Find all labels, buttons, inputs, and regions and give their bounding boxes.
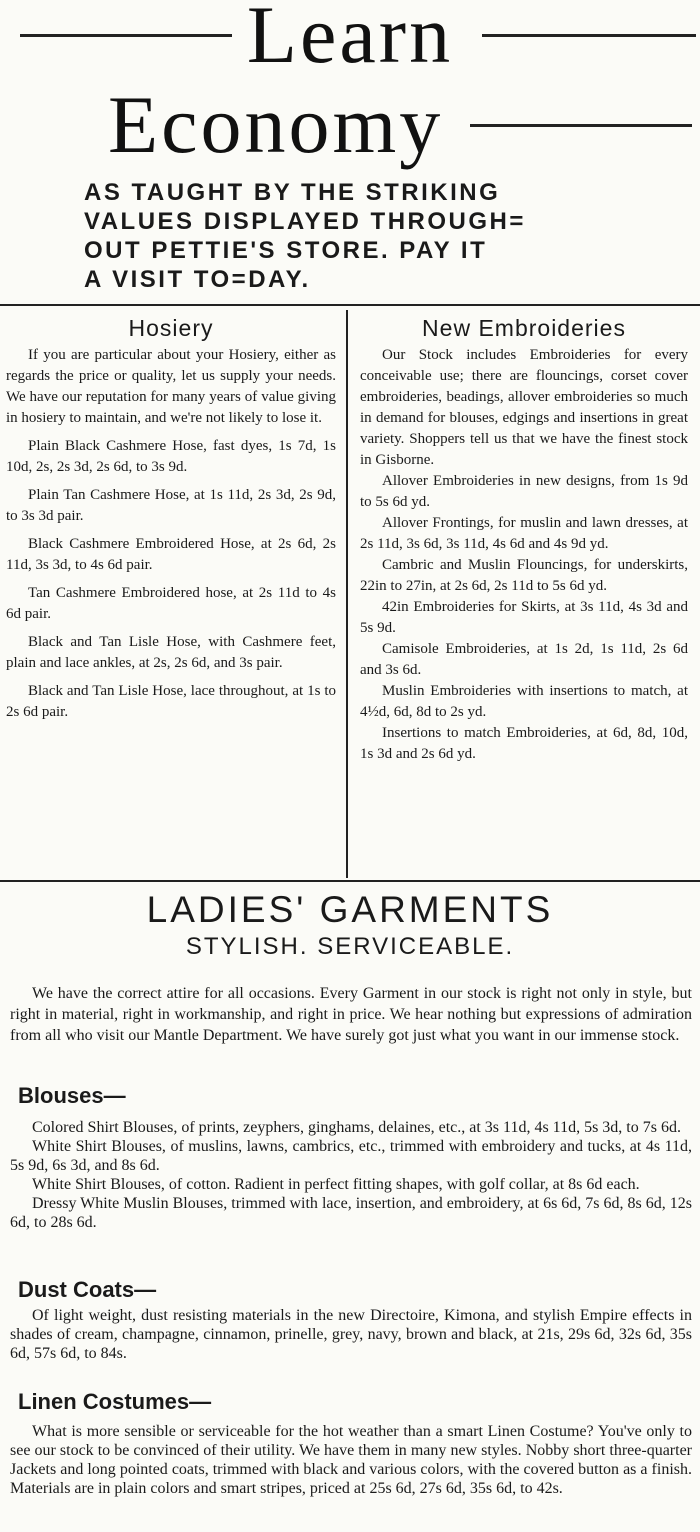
section-divider-bottom	[0, 880, 700, 882]
linen-heading: Linen Costumes—	[18, 1389, 212, 1414]
dust-coats-heading: Dust Coats—	[18, 1277, 157, 1302]
blouses-heading: Blouses—	[18, 1083, 126, 1108]
hosiery-item: Tan Cashmere Embroidered hose, at 2s 11d to 4s 6d pair.	[6, 585, 336, 622]
garments-title: LADIES' GARMENTS	[146, 889, 554, 930]
title-economy: Economy	[108, 79, 444, 170]
embroideries-item: Allover Embroideries in new designs, from 1s 9d to 5s 6d yd.	[360, 473, 688, 510]
linen-text-block	[10, 1422, 692, 1498]
embroideries-item: 42in Embroideries for Skirts, at 3s 11d, 4s 3d and 5s 9d.	[360, 599, 688, 636]
hosiery-item: Plain Tan Cashmere Hose, at 1s 11d, 2s 3d, 2s 9d, to 3s 3d pair.	[6, 487, 336, 524]
column-divider	[346, 310, 348, 878]
hosiery-item: Plain Black Cashmere Hose, fast dyes, 1s 7d, 1s 10d, 2s, 2s 3d, 2s 6d, to 3s 9d.	[6, 438, 336, 475]
blouses-list	[10, 1118, 692, 1232]
garments-intro: We have the correct attire for all occasions. Every Garment in our stock is right not only in style, but right in material, right in workmanship, and right in price. We hear nothing but expressions of admiration from all who visit our Mantle Department. We have surely got just what you want in our immense stock.	[10, 985, 692, 1044]
embroideries-item: Cambric and Muslin Flouncings, for underskirts, 22in to 27in, at 2s 6d, 2s 11d to 5s 6d yd.	[360, 557, 688, 594]
blouses-item: White Shirt Blouses, of cotton. Radient in perfect fitting shapes, with golf collar, at 8s 6d each.	[32, 1176, 640, 1193]
embroideries-item: Insertions to match Embroideries, at 6d, 8d, 10d, 1s 3d and 2s 6d yd.	[360, 725, 688, 762]
title-learn: Learn	[246, 0, 454, 80]
embroideries-heading: New Embroideries	[422, 315, 626, 341]
embroideries-item: Camisole Embroideries, at 1s 2d, 1s 11d, 2s 6d and 3s 6d.	[360, 641, 688, 678]
embroideries-item: Allover Frontings, for muslin and lawn dresses, at 2s 11d, 3s 6d, 3s 11d, 4s 6d and 4s 9d yd.	[360, 515, 688, 552]
dust-coats-text-block	[10, 1306, 692, 1363]
title-rule-economy	[470, 124, 692, 127]
hosiery-item: Black and Tan Lisle Hose, with Cashmere feet, plain and lace ankles, at 2s, 2s 6d, and 3s pair.	[6, 634, 336, 671]
garments-subtitle: STYLISH. SERVICEABLE.	[185, 933, 515, 960]
hosiery-item: Black Cashmere Embroidered Hose, at 2s 6d, 2s 11d, 3s 3d, to 4s 6d pair.	[6, 536, 336, 573]
dust-coats-text: Of light weight, dust resisting materials in the new Directoire, Kimona, and stylish Empire effects in shades of cream, champagne, cinnamon, prinelle, grey, navy, brown and black, at 21s, 29s 6d, 32s 6d, 35s 6d, 57s 6d, to 84s.	[10, 1307, 692, 1362]
hosiery-intro: If you are particular about your Hosiery, either as regards the price or quality, let us supply your needs. We have our reputation for many years of value giving in hosiery to maintain, and we're not likely to lose it.	[6, 347, 336, 426]
blouses-item: White Shirt Blouses, of muslins, lawns, cambrics, etc., trimmed with embroidery and tucks, at 4s 11d, 5s 9d, 6s 3d, and 8s 6d.	[10, 1138, 692, 1174]
linen-text: What is more sensible or serviceable for the hot weather than a smart Linen Costume? You've only to see our stock to be convinced of their utility. We have them in many new styles. Nobby short three-quarter Jackets and long pointed coats, trimmed with black and various colors, with the covered button as a finish. Materials are in plain colors and smart stripes, priced at 25s 6d, 27s 6d, 35s 6d, to 42s.	[10, 1423, 692, 1497]
hosiery-heading: Hosiery	[128, 315, 214, 341]
embroideries-column	[360, 315, 688, 765]
hosiery-column	[6, 315, 336, 730]
hosiery-item: Black and Tan Lisle Hose, lace throughout, at 1s to 2s 6d pair.	[6, 683, 336, 720]
tagline: AS TAUGHT BY THE STRIKING VALUES DISPLAYED THROUGH= OUT PETTIE'S STORE. PAY IT A VISIT TO=DAY.	[84, 179, 526, 293]
blouses-item: Dressy White Muslin Blouses, trimmed with lace, insertion, and embroidery, at 6s 6d, 7s 6d, 8s 6d, 12s 6d, to 28s 6d.	[10, 1195, 692, 1231]
blouses-item: Colored Shirt Blouses, of prints, zeyphers, ginghams, delaines, etc., at 3s 11d, 4s 11d, 5s 3d, to 7s 6d.	[32, 1119, 681, 1136]
embroideries-intro: Our Stock includes Embroideries for every conceivable use; there are flouncings, corset cover embroideries, beadings, allover embroideries so much in demand for blouses, edgings and insertions in great variety. Shoppers tell us that we have the finest stock in Gisborne.	[360, 347, 688, 468]
embroideries-item: Muslin Embroideries with insertions to match, at 4½d, 6d, 8d to 2s yd.	[360, 683, 688, 720]
section-divider-top	[0, 304, 700, 306]
